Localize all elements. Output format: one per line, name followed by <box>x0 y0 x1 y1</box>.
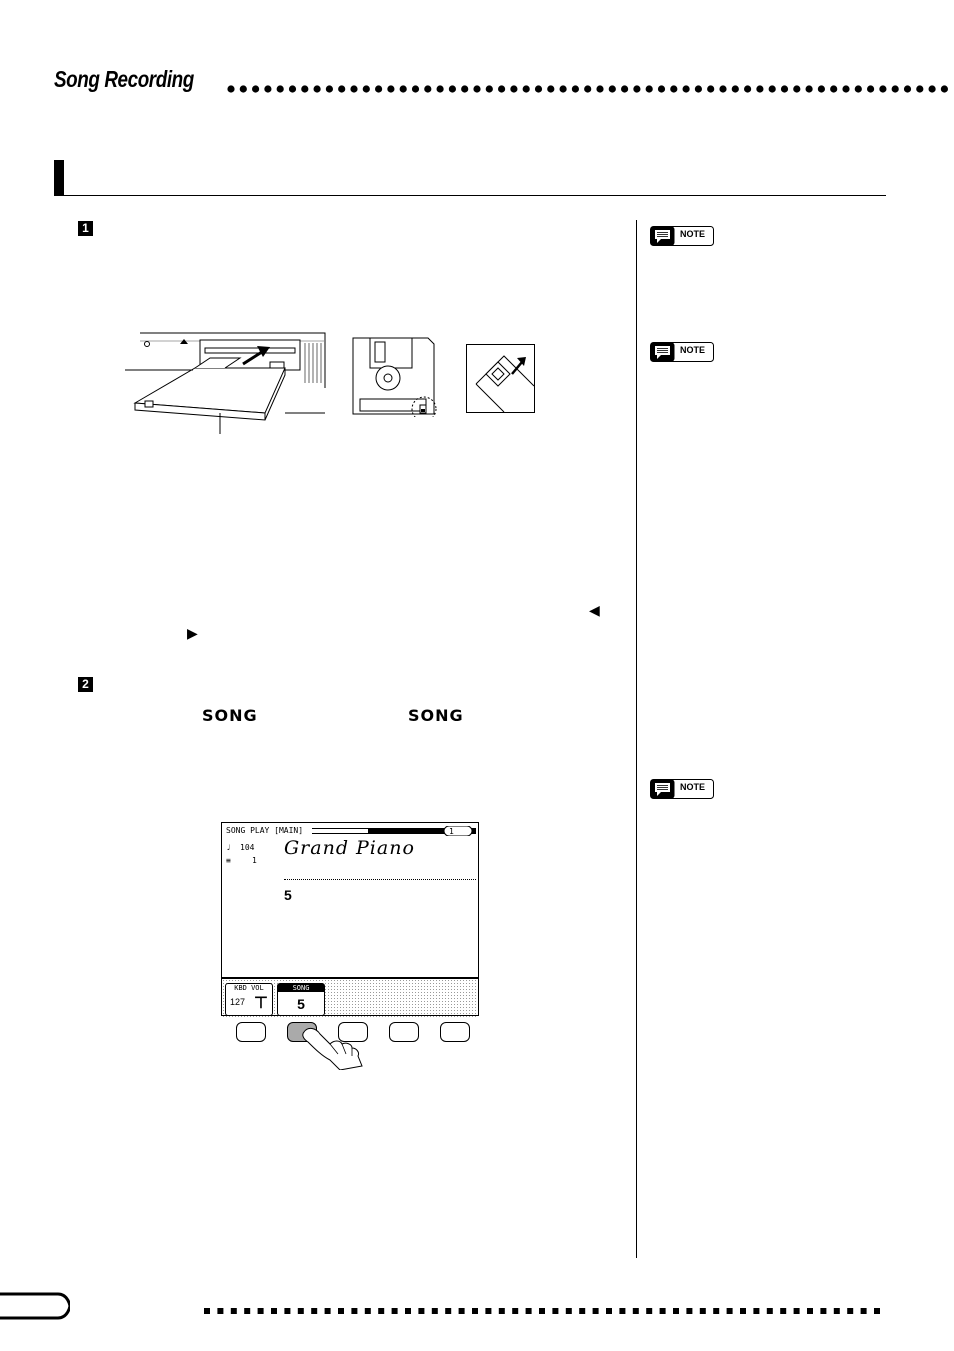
column-divider <box>636 220 637 1258</box>
page-number-tab <box>0 1292 70 1320</box>
note-label: NOTE <box>680 229 706 239</box>
floppy-drive-illustration <box>125 328 330 436</box>
metronome-icon: ♩ <box>226 843 231 852</box>
lcd-kbd-vol-box <box>225 983 273 1016</box>
display-button-4[interactable] <box>389 1022 419 1042</box>
lcd-bottom-panel <box>222 977 478 1017</box>
lcd-dotted-separator <box>284 879 476 880</box>
lcd-display <box>221 822 479 1016</box>
volume-slider-icon: ⊤ <box>254 995 268 1012</box>
lcd-song-box-label: SONG <box>278 984 324 992</box>
step-number-2: 2 <box>78 677 93 692</box>
page-header-title: Song Recording <box>54 66 194 92</box>
section-heading-bar <box>54 160 64 196</box>
display-button-1[interactable] <box>236 1022 266 1042</box>
lcd-kbd-vol-label: KBD VOL <box>234 984 264 992</box>
lcd-screen-title: SONG PLAY [MAIN] <box>226 826 304 835</box>
lcd-song-number: 5 <box>284 887 292 903</box>
lcd-song-box-value: 5 <box>297 996 305 1012</box>
note-label: NOTE <box>680 345 706 355</box>
write-protect-tab-illustration <box>466 344 536 414</box>
lcd-voice-name: Grand Piano <box>284 837 415 859</box>
song-display-label: SONG <box>408 706 464 725</box>
left-arrow-icon: ◀ <box>589 602 600 618</box>
right-arrow-icon: ▶ <box>187 625 198 641</box>
display-button-5[interactable] <box>440 1022 470 1042</box>
floppy-disk-front-illustration <box>350 335 440 417</box>
song-button-label: SONG <box>202 706 258 725</box>
note-label: NOTE <box>680 782 706 792</box>
header-dot-leader <box>226 84 954 94</box>
measure-icon: ≡ <box>226 856 231 865</box>
pressing-hand-icon <box>300 1026 370 1070</box>
lcd-kbd-vol-value: 127 <box>230 997 246 1007</box>
lcd-tempo-value: 104 <box>240 843 255 852</box>
section-heading-rule <box>54 195 886 196</box>
step-number-1: 1 <box>78 221 93 236</box>
lcd-page-indicator: 1 <box>449 827 454 836</box>
lcd-song-box <box>277 983 325 1016</box>
footer-dot-leader <box>204 1307 886 1315</box>
lcd-measure-value: 1 <box>252 856 257 865</box>
